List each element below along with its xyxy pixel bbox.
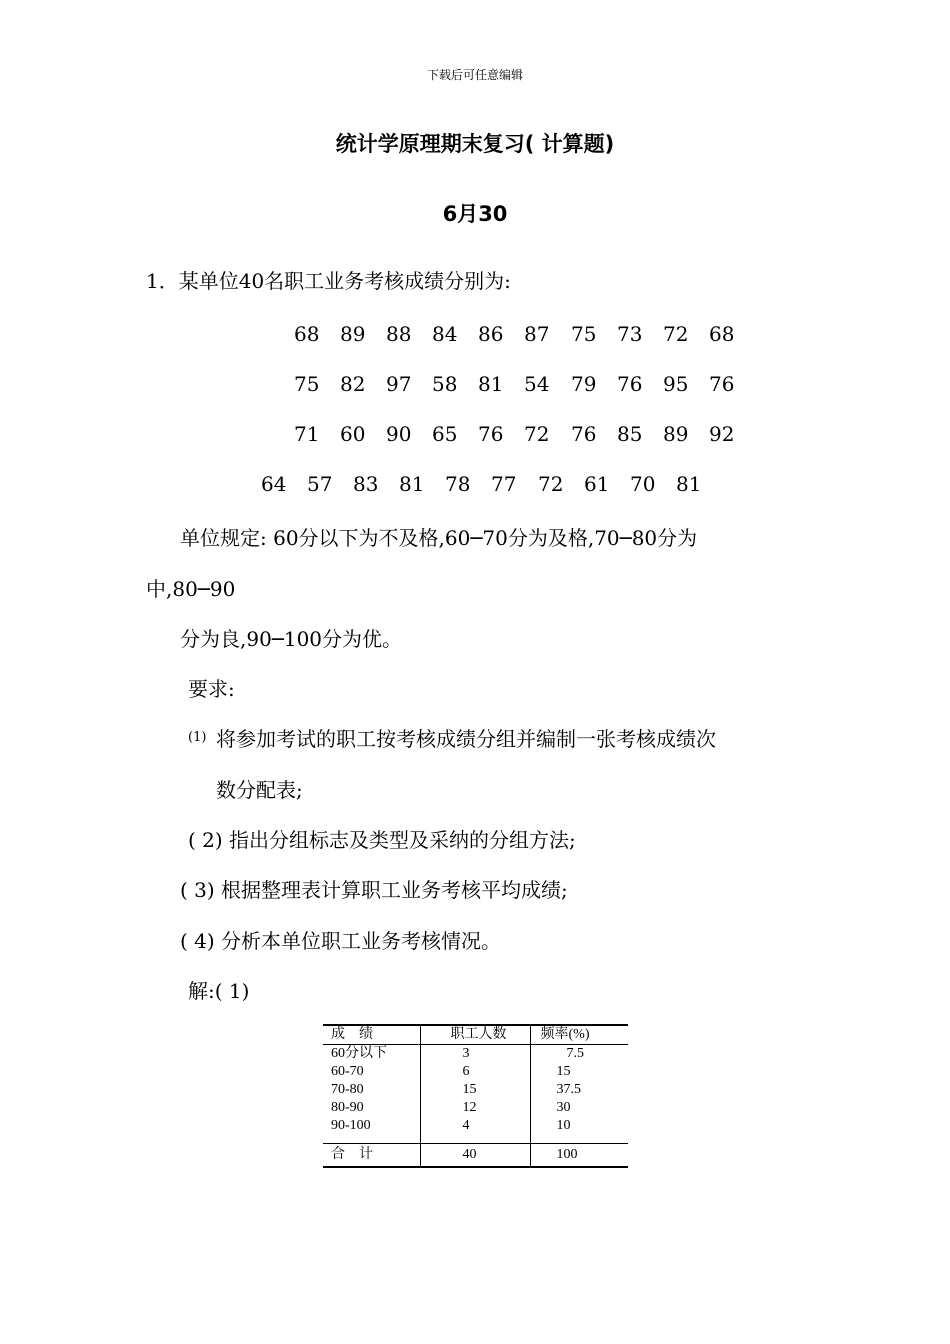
document-title: 统计学原理期末复习( 计算题) [335,132,615,156]
cell-total-frequency: 100 [530,1144,628,1168]
score-value: 97 [386,372,412,396]
cell-frequency: 37.5 [556,1082,581,1097]
score-value: 76 [571,422,597,446]
cell-frequency: 7.5 [566,1046,584,1061]
score-value: 76 [617,372,643,396]
document-date: 6月30 [442,202,508,226]
requirement-1-number: (1) [188,730,207,745]
score-value: 75 [294,372,320,396]
score-value: 72 [538,472,564,496]
score-value: 64 [261,472,287,496]
cell-frequency: 30 [556,1100,571,1115]
cell-score-range: 60分以下 [323,1045,420,1064]
cell-score-range: 80-90 [323,1099,420,1117]
score-value: 60 [340,422,366,446]
header-score: 成 绩 [323,1025,420,1045]
score-value: 89 [340,322,366,346]
score-value: 79 [571,372,597,396]
cell-count: 4 [420,1117,530,1135]
score-value: 68 [709,322,735,346]
score-value: 81 [676,472,702,496]
grading-rule-line-1: 单位规定: 60分以下为不及格,60─70分为及格,70─80分为 [180,526,698,550]
score-value: 54 [524,372,550,396]
score-value: 71 [294,422,320,446]
cell-count: 15 [420,1081,530,1099]
cell-total-count: 40 [420,1144,530,1168]
score-value: 68 [294,322,320,346]
score-value: 83 [353,472,379,496]
requirement-2: ( 2) 指出分组标志及类型及采纳的分组方法; [188,828,576,852]
score-value: 72 [524,422,550,446]
table-total-row [323,1144,628,1168]
score-value: 73 [617,322,643,346]
score-value: 76 [709,372,735,396]
score-value: 95 [663,372,689,396]
score-value: 81 [478,372,504,396]
requirement-1-line-1: 将参加考试的职工按考核成绩分组并编制一张考核成绩次 [216,727,716,751]
grading-rule-line-3: 分为良,90─100分为优。 [180,627,403,651]
requirement-3: ( 3) 根据整理表计算职工业务考核平均成绩; [180,878,568,902]
requirements-label: 要求: [188,677,235,701]
score-value: 86 [478,322,504,346]
score-value: 90 [386,422,412,446]
solution-label: 解:( 1) [188,979,250,1003]
header-frequency: 频率(%) [530,1025,628,1045]
table-row [323,1099,628,1117]
table-row [323,1063,628,1081]
score-value: 81 [399,472,425,496]
cell-count: 6 [420,1063,530,1081]
cell-score-range: 70-80 [323,1081,420,1099]
cell-total-label: 合 计 [323,1144,420,1168]
requirement-1-line-2: 数分配表; [216,778,303,802]
cell-count: 12 [420,1099,530,1117]
table-header-row [323,1025,628,1045]
score-value: 92 [709,422,735,446]
grading-rule-line-2: 中,80─90 [146,577,236,601]
page-header-note: 下载后可任意编辑 [426,68,523,82]
score-value: 76 [478,422,504,446]
table-spacer-row [323,1135,628,1144]
score-value: 70 [630,472,656,496]
cell-score-range: 90-100 [323,1117,420,1135]
score-value: 78 [445,472,471,496]
score-value: 57 [307,472,333,496]
score-value: 87 [524,322,550,346]
score-value: 89 [663,422,689,446]
table-row [323,1045,628,1064]
table-row [323,1117,628,1135]
score-value: 58 [432,372,458,396]
cell-count: 3 [420,1045,530,1064]
question-intro: 1．某单位40名职工业务考核成绩分别为: [146,269,511,293]
table-row [323,1081,628,1099]
score-value: 61 [584,472,610,496]
requirement-4: ( 4) 分析本单位职工业务考核情况。 [180,929,502,953]
header-count: 职工人数 [420,1025,530,1045]
score-value: 84 [432,322,458,346]
score-value: 75 [571,322,597,346]
score-value: 88 [386,322,412,346]
score-value: 77 [491,472,517,496]
cell-frequency: 10 [556,1118,571,1133]
frequency-table [323,1024,628,1168]
score-value: 72 [663,322,689,346]
cell-frequency: 15 [556,1064,571,1079]
score-value: 65 [432,422,458,446]
score-value: 85 [617,422,643,446]
cell-score-range: 60-70 [323,1063,420,1081]
score-value: 82 [340,372,366,396]
